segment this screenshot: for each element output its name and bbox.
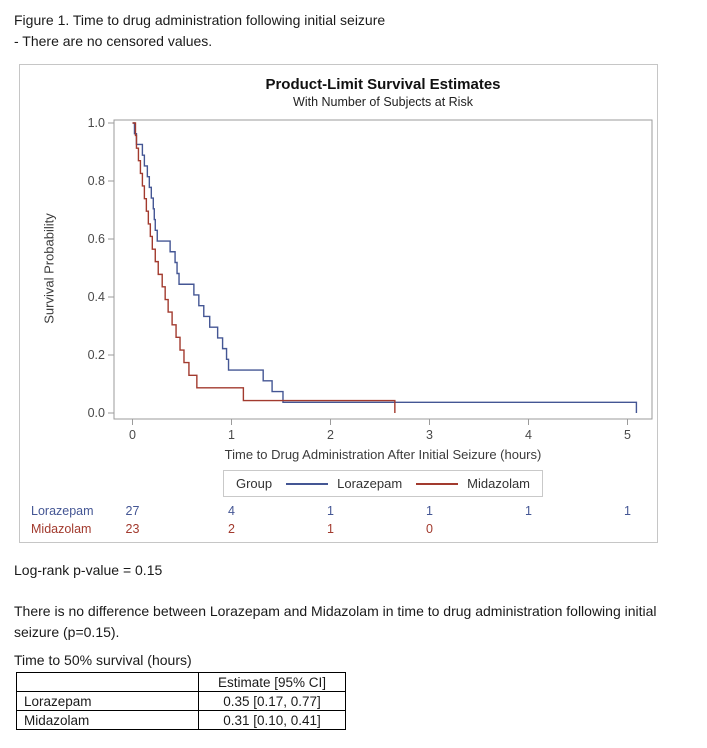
- at-risk-count: 0: [426, 522, 433, 536]
- at-risk-count: 1: [624, 504, 631, 518]
- x-tick-label: 5: [624, 428, 631, 442]
- legend: [114, 470, 652, 497]
- survival-plot: [19, 64, 658, 543]
- y-axis-title: Survival Probability: [41, 213, 57, 324]
- y-tick-label: 0.8: [87, 174, 105, 188]
- legend-label-midazolam: Midazolam: [467, 476, 531, 491]
- at-risk-row-midazolam: [20, 522, 659, 538]
- row-label-midazolam: Midazolam: [17, 711, 199, 730]
- at-risk-count: 1: [525, 504, 532, 518]
- x-tick-label: 3: [426, 428, 433, 442]
- legend-box: [223, 470, 543, 497]
- table-header-row: [17, 673, 346, 692]
- x-axis-title: Time to Drug Administration After Initial Seizure (hours): [224, 447, 542, 462]
- legend-entry-midazolam: [416, 476, 530, 491]
- figure-caption-line1: Figure 1. Time to drug administration following initial seizure: [14, 12, 386, 28]
- chart-title: Product-Limit Survival Estimates: [265, 76, 501, 93]
- y-tick-label: 0.2: [87, 348, 105, 362]
- row-estimate-midazolam: 0.31 [0.10, 0.41]: [199, 711, 346, 730]
- legend-label-lorazepam: Lorazepam: [337, 476, 403, 491]
- x-tick-label: 2: [327, 428, 334, 442]
- y-tick-label: 0.0: [87, 406, 105, 420]
- at-risk-count: 1: [426, 504, 433, 518]
- row-estimate-lorazepam: 0.35 [0.17, 0.77]: [199, 692, 346, 711]
- at-risk-count: 1: [327, 522, 334, 536]
- figure-caption-line2: - There are no censored values.: [14, 33, 213, 49]
- header-empty-cell: [17, 673, 199, 692]
- at-risk-label-midazolam: Midazolam: [31, 522, 92, 536]
- legend-entry-lorazepam: [286, 476, 402, 491]
- chart-subtitle: With Number of Subjects at Risk: [293, 95, 473, 109]
- header-estimate-cell: Estimate [95% CI]: [199, 673, 346, 692]
- survival-curve-lorazepam: [133, 123, 637, 413]
- x-tick-label: 0: [129, 428, 136, 442]
- at-risk-label-lorazepam: Lorazepam: [31, 504, 94, 518]
- figure-caption: [14, 10, 385, 52]
- legend-title: Group: [235, 476, 273, 491]
- y-tick-label: 1.0: [87, 116, 105, 130]
- at-risk-count: 2: [228, 522, 235, 536]
- table-row: [17, 711, 346, 730]
- table-row: [17, 692, 346, 711]
- y-tick-label: 0.4: [87, 290, 105, 304]
- at-risk-count: 4: [228, 504, 235, 518]
- median-survival-table: [16, 672, 346, 730]
- midazolam-line-sample: [416, 483, 458, 485]
- lorazepam-line-sample: [286, 483, 328, 485]
- x-tick-label: 1: [228, 428, 235, 442]
- median-survival-table-caption: Time to 50% survival (hours): [14, 652, 192, 668]
- at-risk-row-lorazepam: [20, 504, 659, 520]
- at-risk-count: 27: [125, 504, 140, 518]
- plot-frame: [114, 120, 652, 419]
- row-label-lorazepam: Lorazepam: [17, 692, 199, 711]
- at-risk-count: 1: [327, 504, 334, 518]
- x-tick-label: 4: [525, 428, 532, 442]
- logrank-pvalue-text: Log-rank p-value = 0.15: [14, 562, 163, 578]
- conclusion-text: There is no difference between Lorazepam and Midazolam in time to drug administration following initial seizure (p=0.15).: [14, 603, 657, 640]
- at-risk-count: 23: [125, 522, 140, 536]
- y-tick-label: 0.6: [87, 232, 105, 246]
